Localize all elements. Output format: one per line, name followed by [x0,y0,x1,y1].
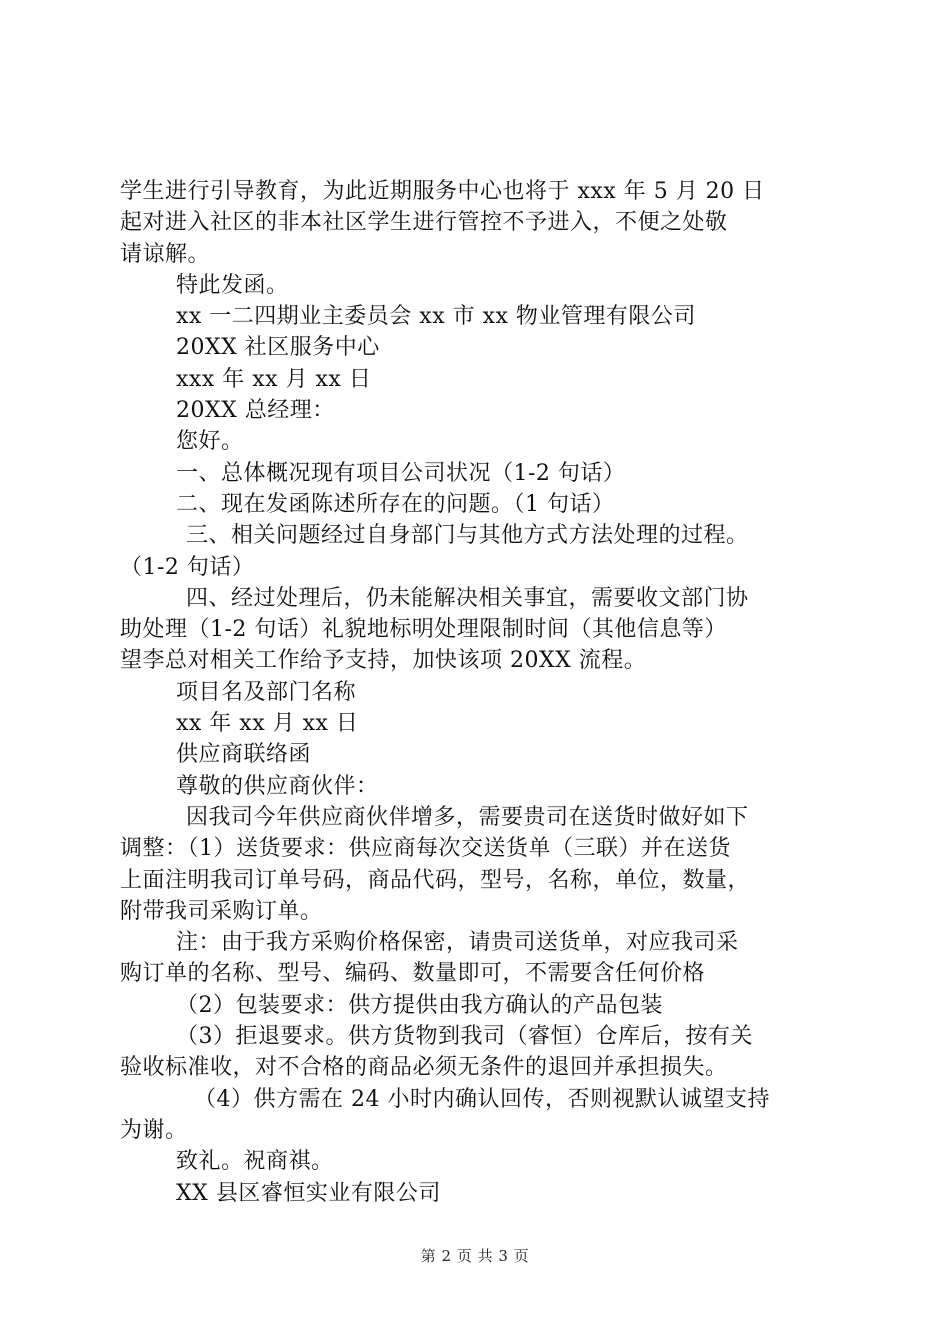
text-line: 助处理（1-2 句话）礼貌地标明处理限制时间（其他信息等） [120,617,727,643]
text-line: 调整：（1）送货要求：供应商每次交送货单（三联）并在送货 [120,836,731,862]
text-line: 供应商联络函 [176,742,312,768]
text-line: （4）供方需在 24 小时内确认回传，否则视默认诚望支持 [194,1086,770,1112]
text-line: 四、经过处理后，仍未能解决相关事宜，需要收文部门协 [186,585,749,611]
text-line: 二、现在发函陈述所存在的问题。（1 句话） [176,491,615,517]
document-body [120,176,832,1209]
text-line: xx 年 xx 月 xx 日 [176,711,359,737]
text-line: 尊敬的供应商伙伴： [176,773,379,799]
text-line: 注：由于我方采购价格保密，请贵司送货单，对应我司采 [176,930,739,956]
text-line: XX 县区睿恒实业有限公司 [176,1180,441,1206]
text-line: 致礼。祝商祺。 [176,1149,334,1175]
text-line: 项目名及部门名称 [176,679,357,705]
text-line: 验收标准收，对不合格的商品必须无条件的退回并承担损失。 [120,1055,728,1081]
text-line: xxx 年 xx 月 xx 日 [176,366,372,392]
text-line: （1-2 句话） [120,554,255,580]
text-line: 一、总体概况现有项目公司状况（1-2 句话） [176,460,626,486]
text-line: 购订单的名称、型号、编码、数量即可，不需要含任何价格 [120,961,706,987]
text-line: 您好。 [176,429,244,455]
text-line: 附带我司采购订单。 [120,898,323,924]
text-line: 因我司今年供应商伙伴增多，需要贵司在送货时做好如下 [186,804,749,830]
text-line: 望李总对相关工作给予支持，加快该项 20XX 流程。 [120,648,647,674]
text-line: 上面注明我司订单号码，商品代码，型号，名称，单位，数量， [120,867,751,893]
text-line: 三、相关问题经过自身部门与其他方式方法处理的过程。 [186,523,749,549]
text-line: 起对进入社区的非本社区学生进行管控不予进入，不便之处敬 [120,210,728,236]
text-line: 为谢。 [120,1117,188,1143]
text-line: 特此发函。 [176,272,289,298]
text-line: （2）包装要求：供方提供由我方确认的产品包装 [176,992,663,1018]
text-line: 请谅解。 [120,241,211,267]
text-line: 20XX 社区服务中心 [176,335,380,361]
text-line: 学生进行引导教育，为此近期服务中心也将于 xxx 年 5 月 20 日 [120,179,765,204]
page-number-footer: 第 2 页 共 3 页 [420,1247,530,1265]
text-line: （3）拒退要求。供方货物到我司（睿恒）仓库后，按有关 [176,1024,753,1050]
text-line: 20XX 总经理： [176,398,335,424]
text-line: xx 一二四期业主委员会 xx 市 xx 物业管理有限公司 [176,304,696,330]
